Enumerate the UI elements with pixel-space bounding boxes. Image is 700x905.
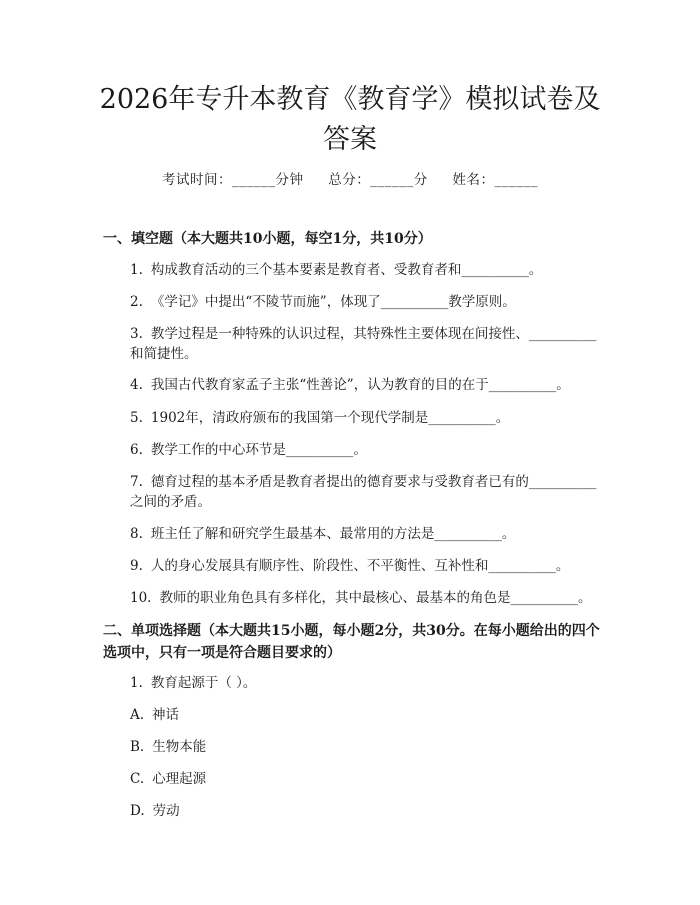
question-text: 教育起源于（ ）。 [150, 675, 257, 691]
question-number: 5. [130, 410, 143, 426]
question-text: 1902年，清政府颁布的我国第一个现代学制是__________。 [150, 410, 510, 426]
option-text: 神话 [152, 707, 180, 723]
question-item [130, 524, 604, 544]
question-item [130, 408, 604, 428]
question-number: 1. [130, 262, 143, 278]
option-label: B. [130, 739, 145, 755]
question-number: 6. [130, 442, 143, 458]
question-text: 教学过程是一种特殊的认识过程，其特殊性主要体现在间接性、__________和简捷性。 [130, 326, 597, 362]
question-text: 德育过程的基本矛盾是教育者提出的德育要求与受教育者已有的__________之间的矛盾。 [130, 474, 597, 510]
section-heading-single-choice: 二、单项选择题（本大题共15小题，每小题2分，共30分。在每小题给出的四个选项中，只有一项是符合题目要求的） [103, 623, 600, 661]
question-item [130, 375, 604, 395]
question-item [130, 260, 604, 280]
question-number: 7. [130, 474, 143, 490]
question-number: 2. [130, 294, 143, 310]
question-number: 9. [130, 558, 143, 574]
choice-option-b [130, 737, 604, 757]
question-text: 教学工作的中心环节是__________。 [150, 442, 367, 458]
question-number: 8. [130, 526, 143, 542]
question-item [130, 472, 604, 512]
exam-time-field: 考试时间：______分钟 [161, 172, 304, 188]
question-number: 4. [130, 377, 143, 393]
question-item [130, 292, 604, 312]
question-item [130, 556, 604, 576]
choice-option-d [130, 801, 604, 821]
option-text: 心理起源 [152, 771, 207, 787]
exam-title: 2026年专升本教育《教育学》模拟试卷及答案 [99, 84, 601, 155]
option-text: 生物本能 [152, 739, 207, 755]
total-score-field: 总分：______分 [328, 172, 428, 188]
student-name-field: 姓名：______ [452, 172, 539, 188]
question-item [130, 588, 610, 608]
question-text: 人的身心发展具有顺序性、阶段性、不平衡性、互补性和__________。 [150, 558, 570, 574]
question-text: 我国古代教育家孟子主张“性善论”，认为教育的目的在于__________。 [150, 377, 570, 393]
question-text: 《学记》中提出“不陵节而施”，体现了__________教学原则。 [150, 294, 516, 310]
question-item [130, 440, 604, 460]
question-text: 构成教育活动的三个基本要素是教育者、受教育者和__________。 [150, 262, 543, 278]
question-item [130, 673, 604, 693]
question-number: 3. [130, 326, 143, 342]
option-label: D. [130, 803, 145, 819]
option-text: 劳动 [152, 803, 180, 819]
choice-option-a [130, 705, 604, 725]
choice-option-c [130, 769, 604, 789]
question-number: 10. [130, 590, 152, 606]
question-number: 1. [130, 675, 143, 691]
option-label: C. [130, 771, 145, 787]
section-heading-fill-blank: 一、填空题（本大题共10小题，每空1分，共10分） [103, 231, 432, 247]
question-text: 班主任了解和研究学生最基本、最常用的方法是__________。 [150, 526, 516, 542]
option-label: A. [130, 707, 145, 723]
exam-info-line [0, 168, 700, 188]
question-item [130, 324, 604, 364]
question-text: 教师的职业角色具有多样化，其中最核心、最基本的角色是__________。 [159, 590, 592, 606]
